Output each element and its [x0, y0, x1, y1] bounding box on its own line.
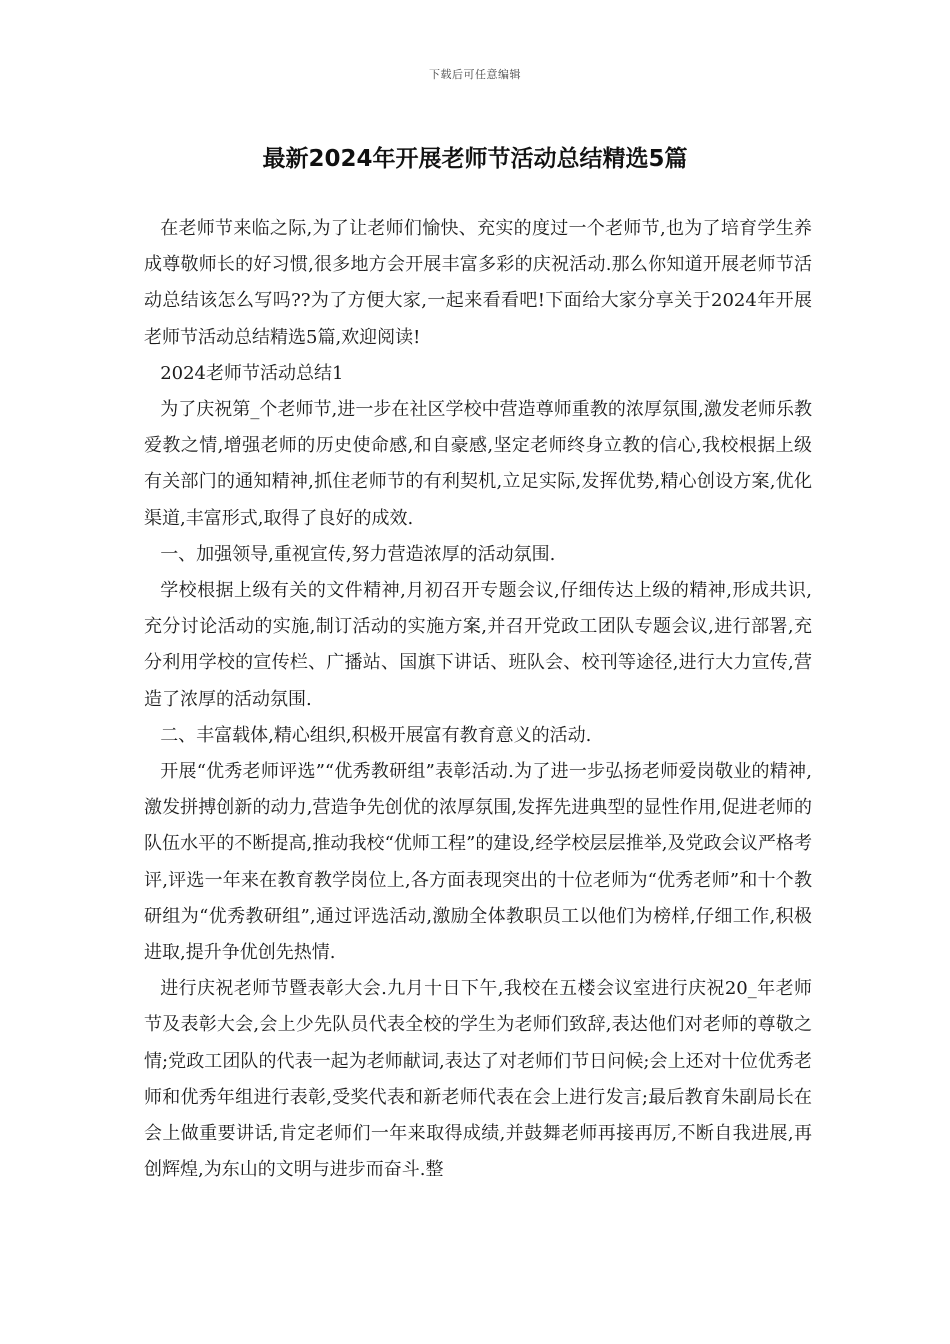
subsection-heading: 一、加强领导,重视宣传,努力营造浓厚的活动氛围.: [160, 543, 556, 565]
page-title: 最新2024年开展老师节活动总结精选5篇: [262, 146, 688, 172]
paragraph: 为了庆祝第_个老师节,进一步在社区学校中营造尊师重教的浓厚氛围,激发老师乐教爱教之情,增强老师的历史使命感,和自豪感,坚定老师终身立教的信心,我校根据上级有关部门的通知精神,抓住老师节的有利契机,立足实际,发挥优势,精心创设方案,优化渠道,丰富形式,取得了良好的成效.: [144, 399, 812, 529]
header-note: 下载后可任意编辑: [429, 68, 521, 81]
intro-paragraph: 在老师节来临之际,为了让老师们愉快、充实的度过一个老师节,也为了培育学生养成尊敬师长的好习惯,很多地方会开展丰富多彩的庆祝活动.那么你知道开展老师节活动总结该怎么写吗??为了方便大家,一起来看看吧!下面给大家分享关于2024年开展老师节活动总结精选5篇,欢迎阅读!: [144, 218, 812, 348]
section-heading: 2024老师节活动总结1: [160, 362, 344, 384]
paragraph: 开展“优秀老师评选”“优秀教研组”表彰活动.为了进一步弘扬老师爱岗敬业的精神,激发拼搏创新的动力,营造争先创优的浓厚氛围,发挥先进典型的显性作用,促进老师的队伍水平的不断提高,推动我校“优师工程”的建设,经学校层层推举,及党政会议严格考评,评选一年来在教育教学岗位上,各方面表现突出的十位老师为“优秀老师”和十个教研组为“优秀教研组”,通过评选活动,激励全体教职员工以他们为榜样,仔细工作,积极进取,提升争优创先热情.: [144, 761, 812, 964]
subsection-heading: 二、丰富载体,精心组织,积极开展富有教育意义的活动.: [160, 724, 592, 746]
document-body: [144, 211, 812, 1188]
paragraph: 学校根据上级有关的文件精神,月初召开专题会议,仔细传达上级的精神,形成共识,充分讨论活动的实施,制订活动的实施方案,并召开党政工团队专题会议,进行部署,充分利用学校的宣传栏、广播站、国旗下讲话、班队会、校刊等途径,进行大力宣传,营造了浓厚的活动氛围.: [144, 580, 812, 710]
paragraph: 进行庆祝老师节暨表彰大会.九月十日下午,我校在五楼会议室进行庆祝20_年老师节及表彰大会,会上少先队员代表全校的学生为老师们致辞,表达他们对老师的尊敬之情;党政工团队的代表一起为老师献词,表达了对老师们节日问候;会上还对十位优秀老师和优秀年组进行表彰,受奖代表和新老师代表在会上进行发言;最后教育朱副局长在会上做重要讲话,肯定老师们一年来取得成绩,并鼓舞老师再接再厉,不断自我进展,再创辉煌,为东山的文明与进步而奋斗.整: [144, 978, 812, 1181]
